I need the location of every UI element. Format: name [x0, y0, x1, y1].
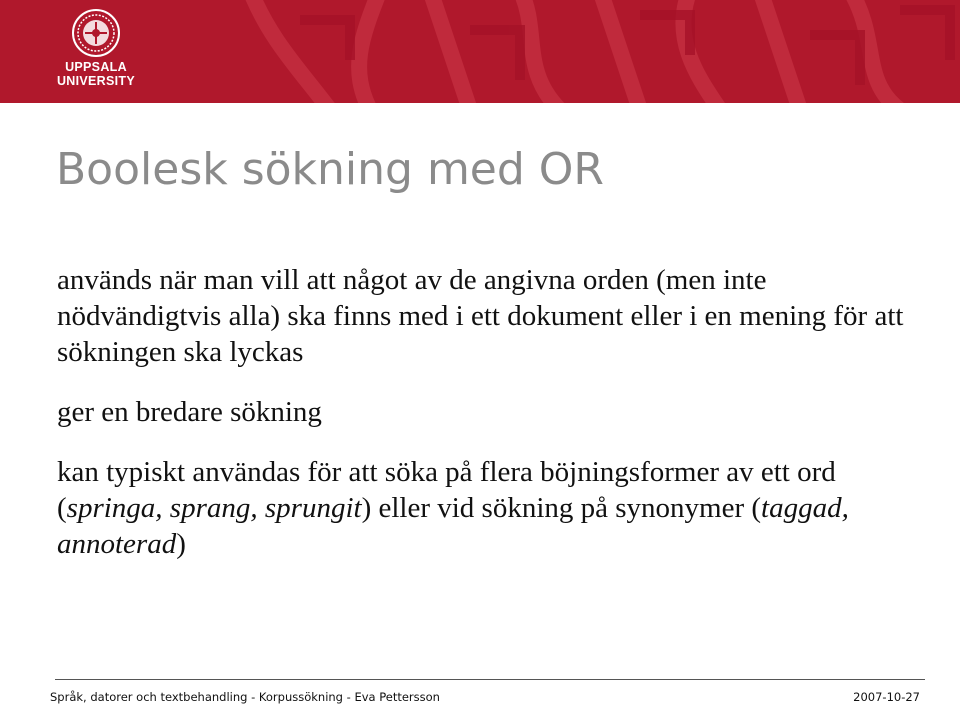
logo-line-1: UPPSALA: [65, 60, 127, 74]
paragraph-1: [57, 262, 917, 370]
university-seal-icon: [71, 8, 121, 58]
paragraph-3-text-2: ) eller vid sökning på synonymer (: [361, 492, 762, 524]
header-banner: [0, 0, 960, 103]
slide-body: [57, 262, 917, 586]
paragraph-2: [57, 394, 917, 430]
slide-title: Boolesk sökning med OR: [56, 144, 605, 195]
decorative-pattern: [0, 0, 960, 103]
footer-date: 2007-10-27: [853, 690, 920, 704]
paragraph-2-text: ger en bredare sökning: [57, 396, 322, 428]
example-inflections: springa, sprang, sprungit: [66, 492, 362, 524]
paragraph-3: [57, 454, 917, 562]
logo-line-2: UNIVERSITY: [56, 74, 135, 88]
uppsala-university-logo: [55, 8, 137, 96]
example-synonyms: taggad, annoterad: [57, 492, 849, 560]
footer-divider: [55, 679, 925, 680]
footer-course-info: Språk, datorer och textbehandling - Korpussökning - Eva Pettersson: [50, 690, 440, 704]
paragraph-1-text: används när man vill att något av de angivna orden (men inte nödvändigtvis alla) ska finns med i ett dokument eller i en mening för att sökningen ska lyckas: [57, 264, 904, 368]
paragraph-3-text-3: ): [176, 528, 186, 560]
paragraph-3-text: kan typiskt användas för att söka på flera böjningsformer av ett ord (: [57, 456, 836, 524]
